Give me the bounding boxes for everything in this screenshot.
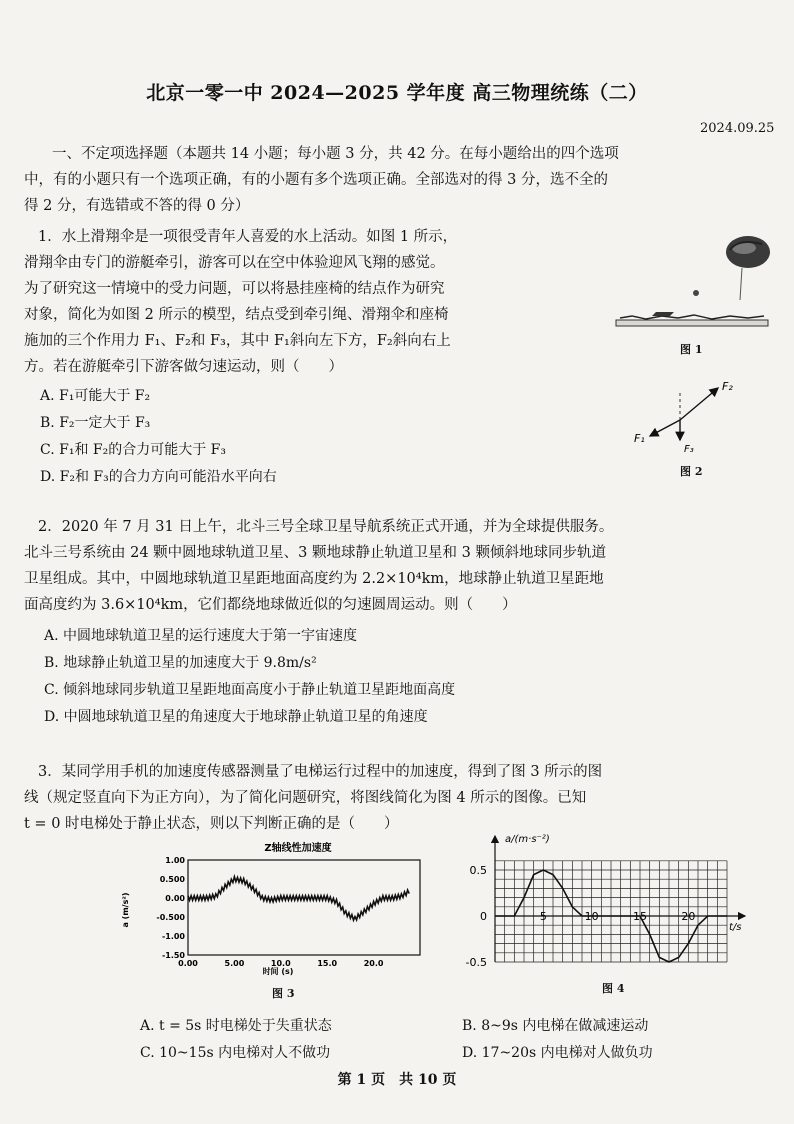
q2-option-a[interactable]: A. 中圆地球轨道卫星的运行速度大于第一宇宙速度 [44, 628, 358, 644]
fig3-ytick-label: -1.50 [161, 951, 185, 960]
q3-option-d[interactable]: D. 17~20s 内电梯对人做负功 [462, 1045, 653, 1061]
q2-line: 卫星组成。其中，中圆地球轨道卫星距地面高度约为 2.2×10⁴km，地球静止轨道卫星距地 [24, 571, 604, 587]
fig3-xlabel: 时间 (s) [262, 967, 294, 976]
fig3-ytick-label: 0.00 [165, 894, 185, 903]
fig3-plot-area [188, 860, 420, 955]
force-f2-arrow [680, 388, 718, 420]
q1-line: 1．水上滑翔伞是一项很受青年人喜爱的水上活动。如图 1 所示， [38, 229, 458, 245]
q1-line: 施加的三个作用力 F₁、F₂和 F₃，其中 F₁斜向左下方，F₂斜向右上 [24, 333, 451, 349]
fig3-xtick-label: 15.0 [317, 959, 338, 968]
fig4-ytick-label: 0.5 [469, 864, 487, 877]
figure4-chart [455, 832, 755, 972]
exam-date: 2024.09.25 [700, 121, 775, 136]
q1-line: 为了研究这一情境中的受力问题，可以将悬挂座椅的结点作为研究 [24, 281, 445, 297]
f1-label: F₁ [634, 432, 645, 445]
figure2-force-diagram [628, 376, 748, 456]
section1-line1: 一、不定项选择题（本题共 14 小题；每小题 3 分，共 42 分。在每小题给出的四个选项 [52, 146, 619, 162]
f2-label: F₂ [722, 380, 733, 393]
f3-label: F₃ [684, 444, 694, 455]
q3-line: 3．某同学用手机的加速度传感器测量了电梯运行过程中的加速度，得到了图 3 所示的图 [38, 764, 603, 780]
q2-option-d[interactable]: D. 中圆地球轨道卫星的角速度大于地球静止轨道卫星的角速度 [44, 709, 428, 725]
section1-line2: 中，有的小题只有一个选项正确，有的小题有多个选项正确。全部选对的得 3 分，选不全的 [24, 172, 608, 188]
parachute-icon [726, 236, 770, 268]
fig4-xlabel: t/s [729, 922, 742, 933]
tow-line [740, 268, 742, 300]
figure1-caption: 图 1 [680, 343, 703, 356]
fig3-xtick-label: 20.0 [363, 959, 384, 968]
rider-icon [693, 290, 699, 296]
fig3-ytick-label: 0.500 [159, 875, 185, 884]
fig3-title: Z轴线性加速度 [264, 843, 332, 854]
fig4-xtick-label: 20 [681, 910, 696, 923]
q3-option-a[interactable]: A. t = 5s 时电梯处于失重状态 [140, 1018, 332, 1034]
fig3-series-line [188, 877, 409, 921]
q1-option-d[interactable]: D. F₂和 F₃的合力方向可能沿水平向右 [40, 469, 277, 485]
figure4-caption: 图 4 [602, 982, 625, 995]
figure2-caption: 图 2 [680, 465, 703, 478]
q2-line: 北斗三号系统由 24 颗中圆地球轨道卫星、3 颗地球静止轨道卫星和 3 颗倾斜地球同步轨道 [24, 545, 606, 561]
fig3-xtick-label: 5.00 [224, 959, 245, 968]
fig4-ytick-label: 0 [480, 910, 487, 923]
fig3-ylabel: a (m/s²) [121, 892, 130, 928]
q1-line: 滑翔伞由专门的游艇牵引，游客可以在空中体验迎风飞翔的感觉。 [24, 255, 445, 271]
fig4-xtick-label: 10 [584, 910, 599, 923]
fig3-ytick-label: -1.00 [161, 932, 185, 941]
section1-line3: 得 2 分，有选错或不答的得 0 分） [24, 198, 250, 214]
q1-option-c[interactable]: C. F₁和 F₂的合力可能大于 F₃ [40, 442, 226, 458]
fig4-xtick-label: 5 [539, 910, 547, 923]
page-footer: 第 1 页 共 10 页 [337, 1072, 457, 1088]
q3-option-b[interactable]: B. 8~9s 内电梯在做减速运动 [462, 1018, 649, 1034]
fig4-xtick-label: 15 [633, 910, 647, 923]
force-f1-arrow [650, 420, 680, 436]
figure3-chart [118, 838, 440, 978]
fig4-ylabel: a/(m·s⁻²) [505, 834, 550, 845]
q1-option-a[interactable]: A. F₁可能大于 F₂ [40, 388, 151, 404]
q3-line: 线（规定竖直向下为正方向），为了简化问题研究，将图线简化为图 4 所示的图像。已知 [24, 790, 587, 806]
water-surface [616, 315, 768, 326]
page-title: 北京一零一中 2024—2025 学年度 高三物理统练（二） [146, 82, 648, 104]
boat-icon [652, 312, 674, 316]
q2-line: 2．2020 年 7 月 31 日上午，北斗三号全球卫星导航系统正式开通，并为全球提供服务。 [38, 519, 614, 535]
q1-line: 对象，简化为如图 2 所示的模型，结点受到牵引绳、滑翔伞和座椅 [24, 307, 449, 323]
q3-line: t = 0 时电梯处于静止状态，则以下判断正确的是（ ） [24, 816, 399, 832]
q2-option-c[interactable]: C. 倾斜地球同步轨道卫星距地面高度小于静止轨道卫星距地面高度 [44, 682, 456, 698]
fig3-ytick-label: -0.500 [156, 913, 185, 922]
figure3-caption: 图 3 [272, 987, 295, 1000]
q2-line: 面高度约为 3.6×10⁴km，它们都绕地球做近似的匀速圆周运动。则（ ） [24, 597, 517, 613]
q1-option-b[interactable]: B. F₂一定大于 F₃ [40, 415, 151, 431]
fig4-ytick-label: -0.5 [465, 956, 487, 969]
fig3-xtick-label: 10.0 [270, 959, 291, 968]
fig3-xtick-label: 0.00 [178, 959, 198, 968]
q2-option-b[interactable]: B. 地球静止轨道卫星的加速度大于 9.8m/s² [44, 655, 317, 671]
fig3-ytick-label: 1.00 [165, 856, 185, 865]
q1-line: 方。若在游艇牵引下游客做匀速运动，则（ ） [24, 359, 343, 375]
q3-option-c[interactable]: C. 10~15s 内电梯对人不做功 [140, 1045, 331, 1061]
